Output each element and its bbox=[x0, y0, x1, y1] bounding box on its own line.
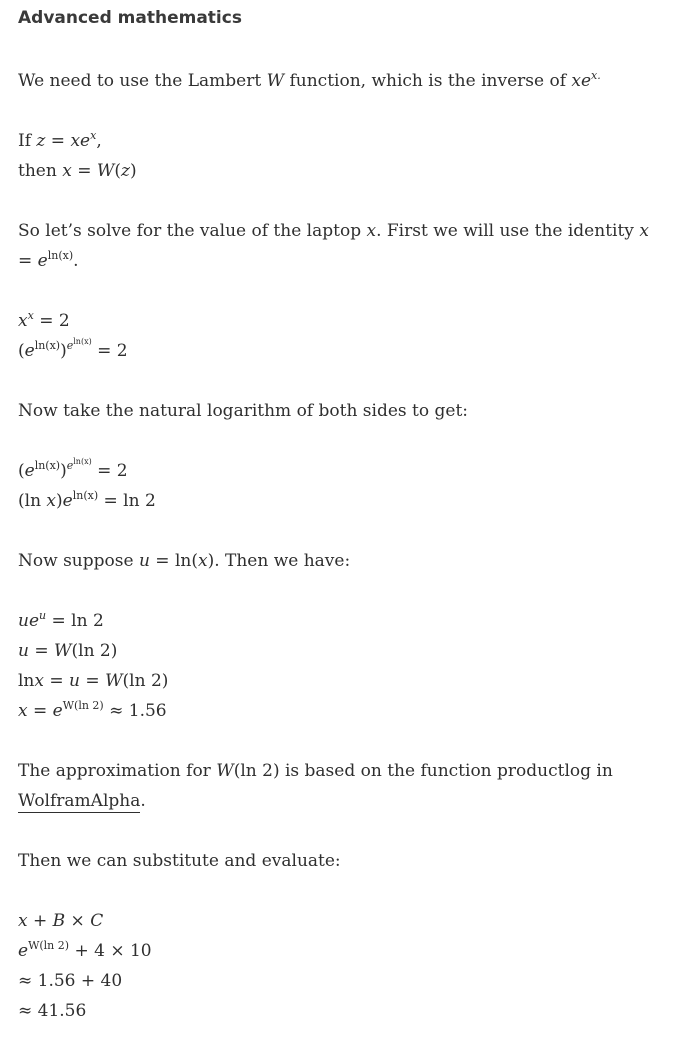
paragraph-approximation: The approximation for W(ln 2) is based on the function productlog in WolframAlpha. bbox=[18, 761, 613, 811]
equation-line: $ue^u = \ln 2$ bbox=[18, 609, 104, 631]
equation-line: $x = e^{W(ln 2)} \approx 1.56$ bbox=[18, 699, 167, 721]
equation-line: ≈ 1.56 + 40 bbox=[18, 971, 123, 991]
section-heading: Advanced mathematics bbox=[18, 8, 242, 28]
equation-line: $e^{W(ln 2)} + 4 \times 10$ bbox=[18, 939, 152, 961]
paragraph-lambert-intro: We need to use the Lambert W function, which is the inverse of $xe^{x.}$ bbox=[18, 69, 601, 91]
equation-line: lnx = u = W(ln 2) bbox=[18, 671, 169, 691]
equation-line: u = W(ln 2) bbox=[18, 641, 118, 661]
paragraph-natural-log: Now take the natural logarithm of both sides to get: bbox=[18, 401, 469, 421]
equation-line: (ln $x)e^{ln(x)} = \ln 2$ bbox=[18, 489, 156, 511]
wolframalpha-link[interactable]: WolframAlpha bbox=[18, 791, 141, 811]
paragraph-substitution: Now suppose u = ln(x). Then we have: bbox=[18, 551, 351, 571]
equation-line: $x^x = 2$ bbox=[18, 309, 70, 331]
equation-line: $(e^{ln(x)})^{e^{ln(x)}} = 2$ bbox=[18, 457, 128, 481]
equation-line: If $z = xe^x$, bbox=[18, 129, 102, 151]
equation-line: x + B × C bbox=[18, 911, 104, 931]
final-result: ≈ 41.56 bbox=[18, 1001, 87, 1021]
paragraph-evaluate: Then we can substitute and evaluate: bbox=[18, 851, 341, 871]
equation-line: then x = W(z) bbox=[18, 161, 137, 181]
equation-line: $(e^{ln(x)})^{e^{ln(x)}} = 2$ bbox=[18, 337, 128, 361]
paragraph-identity: So let’s solve for the value of the laptop x. First we will use the identity $x = e^{ln(x)}$. bbox=[18, 221, 649, 271]
